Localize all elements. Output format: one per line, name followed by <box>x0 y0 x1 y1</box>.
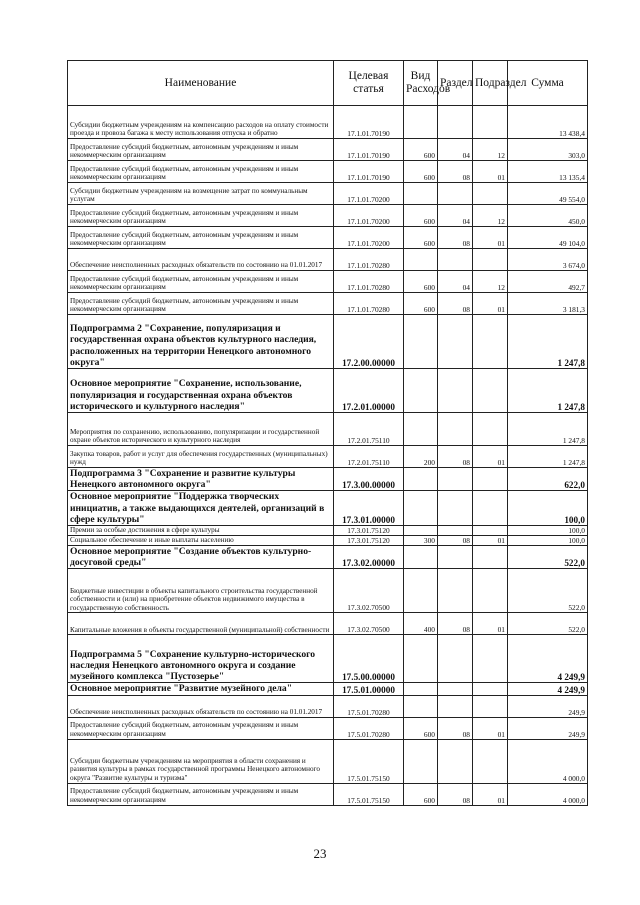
table-row <box>68 491 588 526</box>
cell-razdel <box>438 413 473 446</box>
cell-podrazdel: 01 <box>473 783 508 805</box>
cell-podrazdel <box>473 569 508 613</box>
cell-razdel: 08 <box>438 227 473 249</box>
cell-vid <box>404 569 438 613</box>
cell-target: 17.5.00.00000 <box>334 635 404 683</box>
header-vid: Вид Расходов <box>404 61 438 106</box>
cell-name: Основное мероприятие "Развитие музейного дела" <box>68 683 334 695</box>
cell-vid <box>404 413 438 446</box>
page-number: 23 <box>313 846 327 861</box>
cell-vid <box>404 546 438 569</box>
cell-vid: 400 <box>404 613 438 635</box>
cell-target: 17.1.01.70190 <box>334 161 404 183</box>
cell-vid <box>404 369 438 413</box>
cell-target: 17.5.01.70280 <box>334 695 404 717</box>
table-body <box>68 106 588 806</box>
cell-target: 17.3.01.75120 <box>334 536 404 546</box>
cell-vid: 600 <box>404 783 438 805</box>
cell-sum: 522,0 <box>508 569 588 613</box>
cell-razdel <box>438 249 473 271</box>
cell-vid <box>404 249 438 271</box>
cell-sum: 100,0 <box>508 536 588 546</box>
cell-vid <box>404 695 438 717</box>
cell-podrazdel <box>473 468 508 491</box>
cell-podrazdel <box>473 413 508 446</box>
cell-sum: 1 247,8 <box>508 369 588 413</box>
cell-podrazdel <box>473 369 508 413</box>
cell-sum: 1 247,8 <box>508 413 588 446</box>
cell-podrazdel: 01 <box>473 446 508 468</box>
cell-sum: 622,0 <box>508 468 588 491</box>
cell-name: Предоставление субсидий бюджетным, автономным учреждениям и иным некоммерческим организациям <box>68 783 334 805</box>
cell-vid <box>404 315 438 369</box>
cell-target: 17.1.01.70200 <box>334 205 404 227</box>
cell-name: Подпрограмма 5 "Сохранение культурно-исторического наследия Ненецкого автономного округа и создание музейного комплекса "Пустозерье" <box>68 635 334 683</box>
cell-sum: 49 554,0 <box>508 183 588 205</box>
cell-target: 17.3.01.00000 <box>334 491 404 526</box>
cell-podrazdel <box>473 546 508 569</box>
cell-name: Мероприятия по сохранению, использованию, популяризации и государственной охране объектов исторического и культурного наследия <box>68 413 334 446</box>
cell-vid <box>404 739 438 783</box>
table-row <box>68 413 588 446</box>
cell-sum: 100,0 <box>508 491 588 526</box>
cell-name: Обеспечение неисполненных расходных обязательств по состоянию на 01.01.2017 <box>68 249 334 271</box>
cell-name: Основное мероприятие "Поддержка творческих инициатив, а также выдающихся деятелей, организаций в сфере культуры" <box>68 491 334 526</box>
cell-razdel: 08 <box>438 783 473 805</box>
table-row <box>68 249 588 271</box>
cell-vid <box>404 683 438 695</box>
cell-sum: 3 674,0 <box>508 249 588 271</box>
table-row <box>68 468 588 491</box>
cell-podrazdel <box>473 491 508 526</box>
cell-vid: 600 <box>404 205 438 227</box>
cell-sum: 1 247,8 <box>508 446 588 468</box>
budget-table <box>67 60 588 806</box>
cell-sum: 249,9 <box>508 695 588 717</box>
table-row <box>68 695 588 717</box>
table-row <box>68 536 588 546</box>
cell-podrazdel <box>473 106 508 139</box>
cell-podrazdel: 01 <box>473 613 508 635</box>
cell-razdel <box>438 183 473 205</box>
cell-podrazdel <box>473 526 508 536</box>
cell-podrazdel: 01 <box>473 161 508 183</box>
cell-vid: 600 <box>404 293 438 315</box>
cell-sum: 13 438,4 <box>508 106 588 139</box>
table-row <box>68 717 588 739</box>
cell-name: Подпрограмма 2 "Сохранение, популяризация и государственная охрана объектов культурного наследия, расположенных на территории Ненецкого автономного округа" <box>68 315 334 369</box>
cell-vid <box>404 491 438 526</box>
table-row <box>68 315 588 369</box>
cell-name: Предоставление субсидий бюджетным, автономным учреждениям и иным некоммерческим организациям <box>68 271 334 293</box>
table-row <box>68 227 588 249</box>
table-row <box>68 369 588 413</box>
cell-vid: 600 <box>404 717 438 739</box>
cell-podrazdel <box>473 695 508 717</box>
table-row <box>68 183 588 205</box>
header-podrazdel: Подраздел <box>473 61 508 106</box>
cell-sum: 4 249,9 <box>508 683 588 695</box>
cell-podrazdel <box>473 739 508 783</box>
cell-razdel: 08 <box>438 613 473 635</box>
cell-target: 17.3.02.00000 <box>334 546 404 569</box>
cell-target: 17.1.01.70200 <box>334 227 404 249</box>
cell-target: 17.2.01.00000 <box>334 369 404 413</box>
cell-sum: 4 000,0 <box>508 783 588 805</box>
cell-target: 17.3.02.70500 <box>334 569 404 613</box>
cell-razdel: 08 <box>438 446 473 468</box>
table-row <box>68 293 588 315</box>
cell-name: Предоставление субсидий бюджетным, автономным учреждениям и иным некоммерческим организациям <box>68 205 334 227</box>
cell-vid <box>404 106 438 139</box>
cell-podrazdel: 01 <box>473 717 508 739</box>
cell-vid: 600 <box>404 227 438 249</box>
cell-vid: 300 <box>404 536 438 546</box>
table-header-row <box>68 61 588 106</box>
cell-vid: 600 <box>404 161 438 183</box>
table-row <box>68 139 588 161</box>
cell-target: 17.1.01.70280 <box>334 249 404 271</box>
cell-vid: 200 <box>404 446 438 468</box>
cell-name: Основное мероприятие "Сохранение, использование, популяризация и государственная охрана объектов исторического и культурного наследия" <box>68 369 334 413</box>
cell-target: 17.5.01.75150 <box>334 783 404 805</box>
header-name: Наименование <box>68 61 334 106</box>
cell-name: Предоставление субсидий бюджетным, автономным учреждениям и иным некоммерческим организациям <box>68 293 334 315</box>
cell-sum: 13 135,4 <box>508 161 588 183</box>
table-row <box>68 783 588 805</box>
cell-razdel: 08 <box>438 161 473 183</box>
cell-razdel <box>438 739 473 783</box>
cell-target: 17.2.00.00000 <box>334 315 404 369</box>
cell-sum: 1 247,8 <box>508 315 588 369</box>
cell-razdel <box>438 491 473 526</box>
cell-name: Предоставление субсидий бюджетным, автономным учреждениям и иным некоммерческим организациям <box>68 717 334 739</box>
cell-name: Предоставление субсидий бюджетным, автономным учреждениям и иным некоммерческим организациям <box>68 227 334 249</box>
cell-razdel <box>438 569 473 613</box>
cell-podrazdel <box>473 635 508 683</box>
cell-name: Закупка товаров, работ и услуг для обеспечения государственных (муниципальных) нужд <box>68 446 334 468</box>
cell-target: 17.3.01.75120 <box>334 526 404 536</box>
cell-name: Субсидии бюджетным учреждениям на мероприятия в области сохранения и развития культуры в рамках государственной программы Ненецкого автономного округа "Развитие культуры и туризма" <box>68 739 334 783</box>
cell-sum: 4 000,0 <box>508 739 588 783</box>
cell-sum: 4 249,9 <box>508 635 588 683</box>
table-row <box>68 635 588 683</box>
cell-name: Обеспечение неисполненных расходных обязательств по состоянию на 01.01.2017 <box>68 695 334 717</box>
cell-name: Подпрограмма 3 "Сохранение и развитие культуры Ненецкого автономного округа" <box>68 468 334 491</box>
header-sum: Сумма <box>508 61 588 106</box>
table-row <box>68 569 588 613</box>
cell-sum: 492,7 <box>508 271 588 293</box>
cell-sum: 249,9 <box>508 717 588 739</box>
cell-sum: 100,0 <box>508 526 588 536</box>
cell-podrazdel <box>473 315 508 369</box>
cell-sum: 522,0 <box>508 613 588 635</box>
cell-podrazdel <box>473 183 508 205</box>
table-row <box>68 446 588 468</box>
table-row <box>68 106 588 139</box>
cell-target: 17.1.01.70190 <box>334 139 404 161</box>
cell-podrazdel: 12 <box>473 205 508 227</box>
cell-sum: 303,0 <box>508 139 588 161</box>
cell-name: Бюджетные инвестиции в объекты капитального строительства государственной собственности и (или) на приобретение объектов недвижимого имущества в государственную собственность <box>68 569 334 613</box>
cell-name: Капитальные вложения в объекты государственной (муниципальной) собственности <box>68 613 334 635</box>
cell-razdel: 04 <box>438 205 473 227</box>
cell-sum: 49 104,0 <box>508 227 588 249</box>
table-row <box>68 271 588 293</box>
table-row <box>68 526 588 536</box>
cell-razdel <box>438 695 473 717</box>
cell-podrazdel: 12 <box>473 139 508 161</box>
cell-sum: 3 181,3 <box>508 293 588 315</box>
cell-podrazdel <box>473 683 508 695</box>
cell-razdel: 04 <box>438 271 473 293</box>
cell-razdel <box>438 635 473 683</box>
cell-target: 17.2.01.75110 <box>334 446 404 468</box>
cell-razdel <box>438 106 473 139</box>
cell-target: 17.5.01.00000 <box>334 683 404 695</box>
cell-name: Предоставление субсидий бюджетным, автономным учреждениям и иным некоммерческим организациям <box>68 161 334 183</box>
header-razdel: Раздел <box>438 61 473 106</box>
cell-vid: 600 <box>404 139 438 161</box>
cell-razdel <box>438 315 473 369</box>
cell-vid <box>404 526 438 536</box>
cell-razdel <box>438 468 473 491</box>
cell-razdel: 08 <box>438 717 473 739</box>
table-row <box>68 205 588 227</box>
cell-razdel: 08 <box>438 293 473 315</box>
cell-vid <box>404 468 438 491</box>
cell-target: 17.5.01.75150 <box>334 739 404 783</box>
cell-razdel <box>438 546 473 569</box>
cell-target: 17.1.01.70200 <box>334 183 404 205</box>
cell-name: Субсидии бюджетным учреждениям на компенсацию расходов на оплату стоимости проезда и провоза багажа к месту использования отпуска и обратно <box>68 106 334 139</box>
cell-target: 17.2.01.75110 <box>334 413 404 446</box>
cell-sum: 522,0 <box>508 546 588 569</box>
table-row <box>68 613 588 635</box>
cell-razdel: 08 <box>438 536 473 546</box>
cell-razdel <box>438 369 473 413</box>
cell-razdel: 04 <box>438 139 473 161</box>
cell-podrazdel: 12 <box>473 271 508 293</box>
cell-target: 17.5.01.70280 <box>334 717 404 739</box>
cell-razdel <box>438 683 473 695</box>
cell-vid <box>404 635 438 683</box>
cell-vid: 600 <box>404 271 438 293</box>
table-row <box>68 739 588 783</box>
cell-name: Предоставление субсидий бюджетным, автономным учреждениям и иным некоммерческим организациям <box>68 139 334 161</box>
cell-target: 17.1.01.70280 <box>334 271 404 293</box>
cell-podrazdel: 01 <box>473 227 508 249</box>
cell-podrazdel: 01 <box>473 536 508 546</box>
table-row <box>68 161 588 183</box>
cell-target: 17.1.01.70190 <box>334 106 404 139</box>
cell-razdel <box>438 526 473 536</box>
table-row <box>68 546 588 569</box>
cell-podrazdel: 01 <box>473 293 508 315</box>
cell-name: Социальное обеспечение и иные выплаты населению <box>68 536 334 546</box>
cell-target: 17.3.00.00000 <box>334 468 404 491</box>
cell-name: Основное мероприятие "Создание объектов культурно-досуговой среды" <box>68 546 334 569</box>
cell-name: Субсидии бюджетным учреждениям на возмещение затрат по коммунальным услугам <box>68 183 334 205</box>
cell-target: 17.1.01.70280 <box>334 293 404 315</box>
cell-vid <box>404 183 438 205</box>
header-target: Целевая статья <box>334 61 404 106</box>
cell-target: 17.3.02.70500 <box>334 613 404 635</box>
cell-name: Премии за особые достижения в сфере культуры <box>68 526 334 536</box>
cell-podrazdel <box>473 249 508 271</box>
cell-sum: 450,0 <box>508 205 588 227</box>
table-row <box>68 683 588 695</box>
